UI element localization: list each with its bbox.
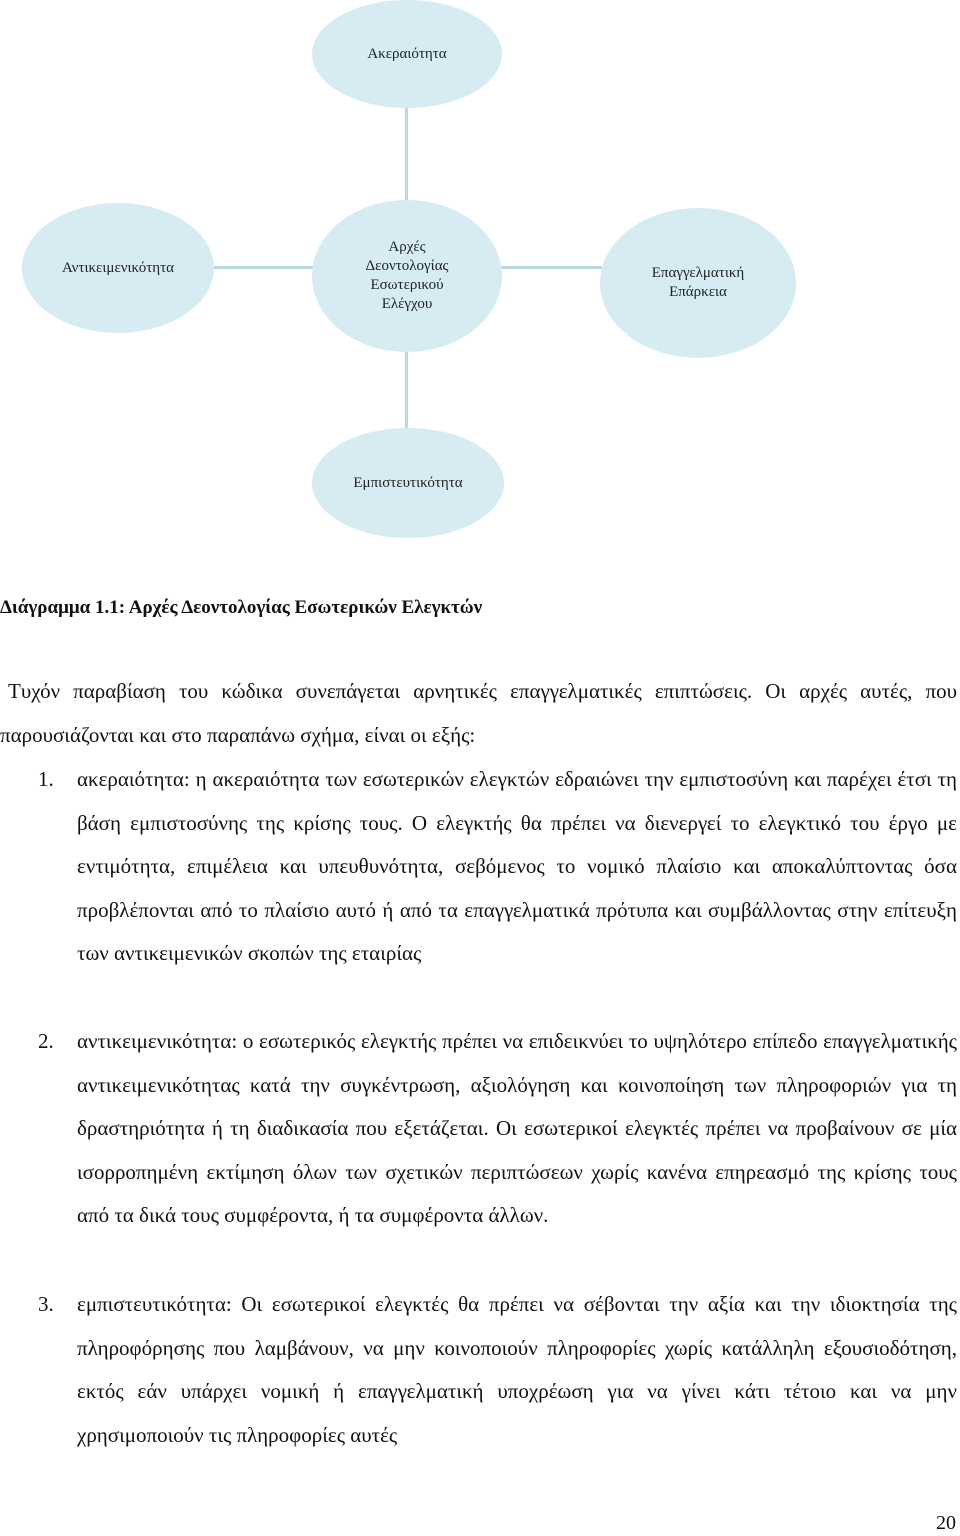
diagram-caption: Διάγραμμα 1.1: Αρχές Δεοντολογίας Εσωτερικών Ελεγκτών [0,597,483,618]
principles-diagram [0,0,960,600]
node-center-label: Αρχές Δεοντολογίας Εσωτερικού Ελέγχου [365,239,449,312]
intro-paragraph: Τυχόν παραβίαση του κώδικα συνεπάγεται αρνητικές επαγγελματικές επιπτώσεις. Οι αρχές αυτές, που παρουσιάζονται και στο παραπάνω σχήμα, είναι οι εξής: [0,679,957,747]
node-left-objectivity [22,203,214,333]
item-text-3: εμπιστευτικότητα: Οι εσωτερικοί ελεγκτές θα πρέπει να σέβονται την αξία και την ιδιοκτησία της πληροφόρησης που λαμβάνουν, να μην κοινοποιούν πληροφορίες χωρίς κατάλληλη εξουσιοδότηση, εκτός εάν υπάρχει νομική ή επαγγελματική υποχρέωση για να γίνει κάτι τέτοιο και να μην χρησιμοποιούν τις πληροφορίες αυτές [77,1292,957,1447]
node-bottom-confidentiality [312,428,504,538]
connector-bottom [405,342,408,432]
item-number-2: 2. [38,1029,54,1053]
node-left-label: Αντικειμενικότητα [61,259,175,276]
item-text-2: αντικειμενικότητα: ο εσωτερικός ελεγκτής πρέπει να επιδεικνύει το υψηλότερο επίπεδο επαγγελματικής αντικειμενικότητας κατά την συγκέντρωση, αξιολόγηση και κοινοποίηση των πληροφοριών για τη δραστηριότητα ή τη διαδικασία που εξετάζεται. Οι εσωτερικοί ελεγκτές πρέπει να προβαίνουν σε μία ισορροπημένη εκτίμηση όλων των σχετικών περιπτώσεων χωρίς κανένα επηρεασμό της κρίσης τους από τα δικά τους συμφέροντα, ή τα συμφέροντα άλλων. [77,1029,957,1227]
node-top-label: Ακεραιότητα [367,45,447,62]
node-right-label: Επαγγελματική Επάρκεια [651,265,745,300]
item-number-3: 3. [38,1292,54,1316]
node-right-competence [600,208,796,358]
node-top-integrity [312,0,502,108]
item-number-1: 1. [38,767,54,791]
node-center-principles [312,200,502,352]
connector-left [212,266,327,269]
item-text-1: ακεραιότητα: η ακεραιότητα των εσωτερικών ελεγκτών εδραιώνει την εμπιστοσύνη και παρέχει έτσι τη βάση εμπιστοσύνης της κρίσης τους. Ο ελεγκτής θα πρέπει να διενεργεί το ελεγκτικό του έργο με εντιμότητα, επιμέλεια και υπευθυνότητα, σεβόμενος το νομικό πλαίσιο και αποκαλύπτοντας όσα προβλέπονται από το πλαίσιο αυτό ή από τα επαγγελματικά πρότυπα και συμβάλλοντας στην επίτευξη των αντικειμενικών σκοπών της εταιρίας [77,767,957,965]
connector-right [486,266,602,269]
page-number: 20 [936,1512,956,1534]
node-bottom-label: Εμπιστευτικότητα [353,474,463,491]
